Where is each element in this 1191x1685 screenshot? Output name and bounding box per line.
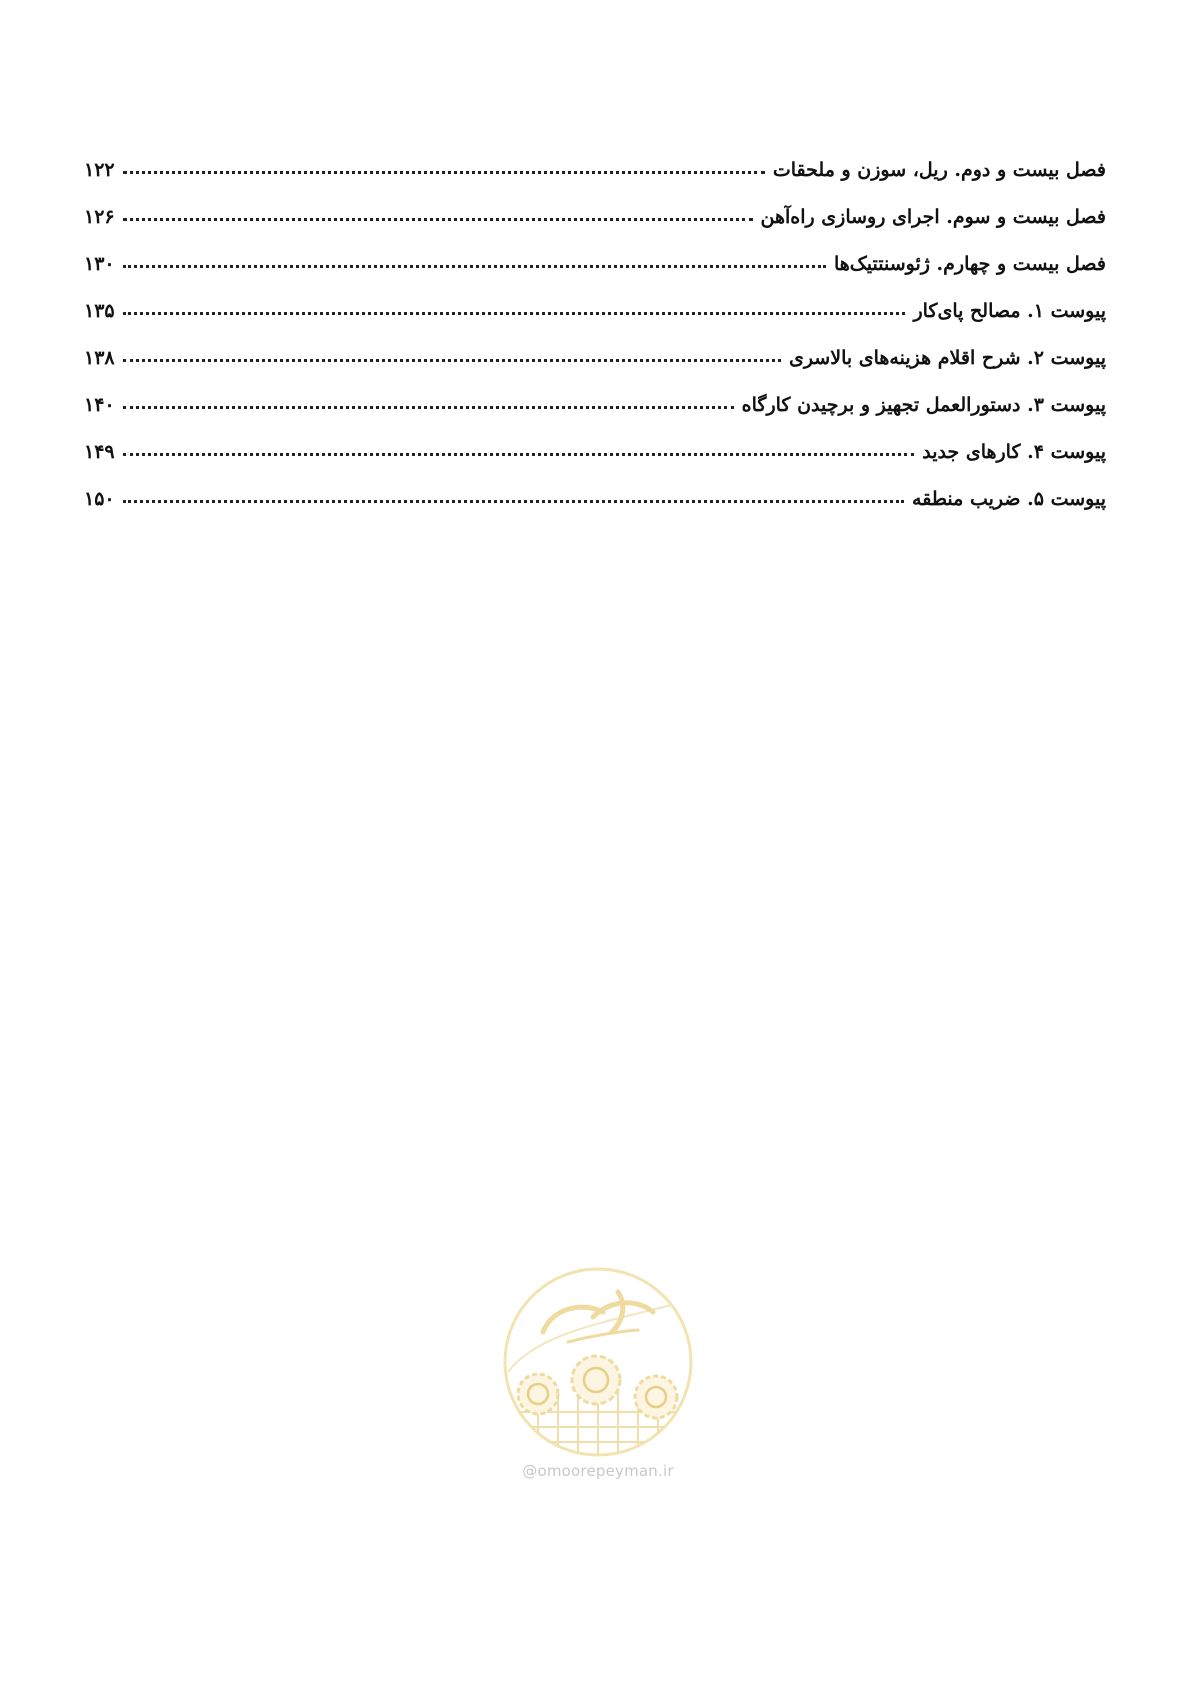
toc-entry-title: فصل بیست و سوم. اجرای روسازی راه‌آهن: [760, 206, 1106, 228]
toc-entry-chapter-22[interactable]: [84, 157, 1106, 204]
toc-entry-appendix-1[interactable]: [84, 298, 1106, 345]
toc-entry-title: پیوست ۳. دستورالعمل تجهیز و برچیدن کارگاه: [741, 394, 1106, 416]
dot-leader: [123, 449, 915, 456]
table-of-contents: [84, 157, 1106, 533]
toc-entry-title: پیوست ۴. کارهای جدید: [922, 441, 1106, 463]
watermark-url: @omoorepeyman.ir: [522, 1462, 674, 1480]
toc-entry-page: ۱۲۶: [84, 206, 115, 228]
toc-entry-appendix-3[interactable]: [84, 392, 1106, 439]
dot-leader: [123, 355, 781, 362]
toc-entry-page: ۱۳۰: [84, 253, 115, 275]
toc-entry-title: فصل بیست و چهارم. ژئوسنتتیک‌ها: [833, 253, 1106, 275]
toc-entry-appendix-4[interactable]: [84, 439, 1106, 486]
toc-entry-appendix-5[interactable]: [84, 486, 1106, 533]
toc-entry-page: ۱۲۲: [84, 159, 115, 181]
toc-entry-page: ۱۳۵: [84, 300, 115, 322]
toc-entry-title: پیوست ۱. مصالح پای‌کار: [913, 300, 1106, 322]
dot-leader: [123, 496, 904, 503]
dot-leader: [123, 261, 826, 268]
toc-entry-chapter-24[interactable]: [84, 251, 1106, 298]
dot-leader: [123, 308, 906, 315]
toc-entry-chapter-23[interactable]: [84, 204, 1106, 251]
toc-entry-title: فصل بیست و دوم. ریل، سوزن و ملحقات: [772, 159, 1106, 181]
watermark-logo: [498, 1262, 698, 1492]
seal-icon: [498, 1262, 698, 1462]
dot-leader: [123, 402, 734, 409]
toc-entry-title: پیوست ۵. ضریب منطقه: [912, 488, 1106, 510]
toc-entry-page: ۱۴۰: [84, 394, 115, 416]
toc-entry-page: ۱۵۰: [84, 488, 115, 510]
toc-entry-appendix-2[interactable]: [84, 345, 1106, 392]
toc-entry-title: پیوست ۲. شرح اقلام هزینه‌های بالاسری: [788, 347, 1106, 369]
toc-entry-page: ۱۳۸: [84, 347, 115, 369]
dot-leader: [123, 214, 753, 221]
toc-entry-page: ۱۴۹: [84, 441, 115, 463]
dot-leader: [123, 167, 765, 174]
